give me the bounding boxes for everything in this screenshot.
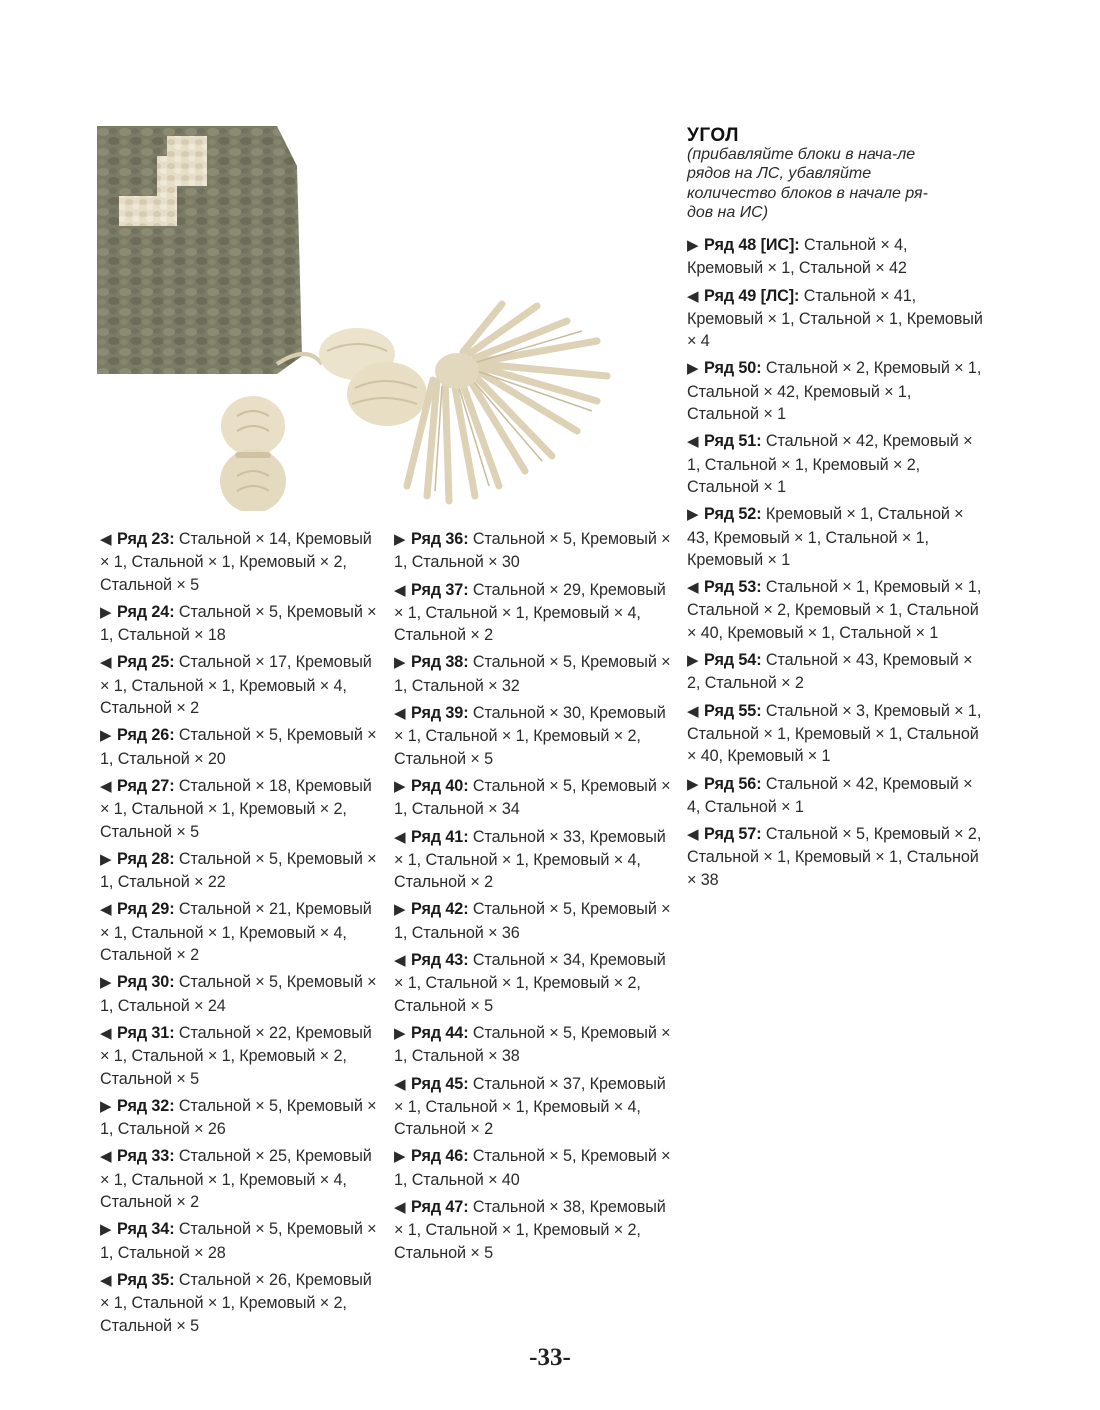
left-arrow-icon: ◀ xyxy=(100,1148,112,1166)
row-instruction xyxy=(687,649,987,695)
left-arrow-icon: ◀ xyxy=(394,952,406,970)
row-label: Ряд 23: xyxy=(117,530,175,548)
row-instruction xyxy=(394,702,679,770)
left-arrow-icon: ◀ xyxy=(687,826,699,844)
row-text: Стальной × 43, Кремовый × 2, Стальной × 2 xyxy=(687,651,973,693)
row-instruction xyxy=(100,848,385,894)
row-instruction xyxy=(687,700,987,768)
row-instruction xyxy=(687,823,987,891)
row-text: Стальной × 3, Кремовый × 1, Стальной × 1, Кремовый × 1, Стальной × 40, Кремовый × 1 xyxy=(687,701,982,766)
left-arrow-icon: ◀ xyxy=(687,433,699,451)
row-instruction xyxy=(394,949,679,1017)
row-text: Стальной × 5, Кремовый × 1, Стальной × 20 xyxy=(100,726,377,768)
row-text: Стальной × 14, Кремовый × 1, Стальной × 1, Кремовый × 2, Стальной × 5 xyxy=(100,530,372,594)
row-instruction xyxy=(687,503,987,571)
row-label: Ряд 39: xyxy=(411,704,469,723)
right-arrow-icon: ▶ xyxy=(394,654,406,672)
row-instruction xyxy=(394,579,679,647)
row-instruction xyxy=(100,724,385,770)
row-text: Стальной × 5, Кремовый × 1, Стальной × 24 xyxy=(100,973,377,1015)
right-arrow-icon: ▶ xyxy=(394,1148,406,1166)
right-arrow-icon: ▶ xyxy=(394,531,406,548)
row-label: Ряд 37: xyxy=(411,580,469,599)
row-text: Стальной × 2, Кремовый × 1, Стальной × 42, Кремовый × 1, Стальной × 1 xyxy=(687,359,982,424)
row-instruction xyxy=(100,601,385,647)
instructions-column-1 xyxy=(100,528,385,1342)
row-text: Стальной × 33, Кремовый × 1, Стальной × 1, Кремовый × 4, Стальной × 2 xyxy=(394,827,666,892)
row-label: Ряд 27: xyxy=(117,776,175,795)
row-label: Ряд 56: xyxy=(704,774,762,793)
row-instruction xyxy=(100,528,385,596)
row-text: Стальной × 5, Кремовый × 1, Стальной × 34 xyxy=(394,776,671,819)
row-text: Стальной × 34, Кремовый × 1, Стальной × 1, Кремовый × 2, Стальной × 5 xyxy=(394,951,666,1015)
row-text: Стальной × 5, Кремовый × 1, Стальной × 40 xyxy=(394,1147,671,1189)
left-arrow-icon: ◀ xyxy=(100,531,112,548)
row-text: Стальной × 21, Кремовый × 1, Стальной × 1, Кремовый × 4, Стальной × 2 xyxy=(100,900,372,965)
crochet-illustration xyxy=(97,126,659,511)
section-note: (прибавляйте блоки в нача-ле рядов на ЛС, убавляйте количество блоков в начале ря-дов на ИС) xyxy=(687,146,928,221)
row-text: Стальной × 42, Кремовый × 1, Стальной × 1, Кремовый × 2, Стальной × 1 xyxy=(687,432,973,496)
left-arrow-icon: ◀ xyxy=(687,579,699,597)
row-text: Стальной × 38, Кремовый × 1, Стальной × 1, Кремовый × 2, Стальной × 5 xyxy=(394,1198,666,1262)
right-arrow-icon: ▶ xyxy=(687,652,699,670)
row-label: Ряд 57: xyxy=(704,825,762,844)
row-label: Ряд 29: xyxy=(117,900,175,919)
row-text: Стальной × 22, Кремовый × 1, Стальной × 1, Кремовый × 2, Стальной × 5 xyxy=(100,1023,372,1088)
row-instruction xyxy=(100,1269,385,1337)
row-instruction xyxy=(687,430,987,498)
row-instruction xyxy=(394,1073,679,1141)
right-arrow-icon: ▶ xyxy=(394,901,406,919)
row-instruction xyxy=(687,773,987,819)
row-instruction xyxy=(100,898,385,966)
row-text: Стальной × 5, Кремовый × 1, Стальной × 30 xyxy=(394,530,671,572)
row-text: Стальной × 30, Кремовый × 1, Стальной × 1, Кремовый × 2, Стальной × 5 xyxy=(394,704,666,768)
row-text: Стальной × 42, Кремовый × 4, Стальной × 1 xyxy=(687,774,973,816)
right-arrow-icon: ▶ xyxy=(687,360,699,378)
row-text: Стальной × 29, Кремовый × 1, Стальной × 1, Кремовый × 4, Стальной × 2 xyxy=(394,580,666,645)
right-arrow-icon: ▶ xyxy=(394,1024,406,1042)
row-text: Стальной × 5, Кремовый × 1, Стальной × 28 xyxy=(100,1220,377,1262)
left-arrow-icon: ◀ xyxy=(100,654,112,672)
row-instruction xyxy=(394,1145,679,1191)
left-arrow-icon: ◀ xyxy=(394,581,406,599)
row-instruction xyxy=(687,285,987,353)
row-text: Стальной × 5, Кремовый × 2, Стальной × 1, Кремовый × 1, Стальной × 38 xyxy=(687,825,982,889)
row-text: Стальной × 17, Кремовый × 1, Стальной × 1, Кремовый × 4, Стальной × 2 xyxy=(100,653,372,718)
row-label: Ряд 38: xyxy=(411,653,469,672)
row-instruction xyxy=(687,234,987,280)
left-arrow-icon: ◀ xyxy=(100,1271,112,1289)
row-text: Стальной × 4, Кремовый × 1, Стальной × 42 xyxy=(687,236,908,278)
row-instruction xyxy=(394,528,679,574)
row-text: Стальной × 5, Кремовый × 1, Стальной × 18 xyxy=(100,602,377,645)
row-label: Ряд 30: xyxy=(117,973,175,992)
row-label: Ряд 47: xyxy=(411,1198,469,1217)
row-label: Ряд 40: xyxy=(411,776,469,795)
left-arrow-icon: ◀ xyxy=(687,702,699,720)
row-label: Ряд 51: xyxy=(704,432,762,451)
right-arrow-icon: ▶ xyxy=(687,237,699,254)
row-instruction xyxy=(394,898,679,944)
row-instruction xyxy=(100,1022,385,1090)
right-arrow-icon: ▶ xyxy=(100,974,112,992)
right-arrow-icon: ▶ xyxy=(100,850,112,868)
row-label: Ряд 33: xyxy=(117,1147,175,1166)
row-label: Ряд 45: xyxy=(411,1074,469,1093)
left-arrow-icon: ◀ xyxy=(100,1024,112,1042)
row-label: Ряд 48 [ИС]: xyxy=(704,236,800,254)
left-arrow-icon: ◀ xyxy=(394,705,406,723)
row-label: Ряд 35: xyxy=(117,1270,175,1289)
right-arrow-icon: ▶ xyxy=(100,1221,112,1239)
row-text: Стальной × 37, Кремовый × 1, Стальной × 1, Кремовый × 4, Стальной × 2 xyxy=(394,1074,666,1139)
left-arrow-icon: ◀ xyxy=(394,1199,406,1217)
row-instruction xyxy=(394,1196,679,1264)
left-arrow-icon: ◀ xyxy=(394,1075,406,1093)
row-text: Стальной × 18, Кремовый × 1, Стальной × 1, Кремовый × 2, Стальной × 5 xyxy=(100,776,372,841)
row-instruction xyxy=(687,357,987,425)
row-text: Кремовый × 1, Стальной × 43, Кремовый × 1, Стальной × 1, Кремовый × 1 xyxy=(687,505,964,569)
row-label: Ряд 52: xyxy=(704,505,762,524)
row-label: Ряд 55: xyxy=(704,701,762,720)
row-label: Ряд 49 [ЛС]: xyxy=(704,286,800,305)
row-text: Стальной × 5, Кремовый × 1, Стальной × 32 xyxy=(394,653,671,695)
row-instruction xyxy=(394,775,679,821)
row-instruction xyxy=(394,826,679,894)
row-label: Ряд 42: xyxy=(411,900,469,919)
right-arrow-icon: ▶ xyxy=(687,775,699,793)
row-instruction xyxy=(100,651,385,719)
row-instruction xyxy=(100,775,385,843)
row-text: Стальной × 5, Кремовый × 1, Стальной × 38 xyxy=(394,1023,671,1066)
row-instruction xyxy=(687,576,987,644)
left-arrow-icon: ◀ xyxy=(100,901,112,919)
row-label: Ряд 32: xyxy=(117,1096,175,1115)
row-label: Ряд 46: xyxy=(411,1147,469,1166)
crochet-photo xyxy=(97,126,659,511)
row-instruction xyxy=(100,1095,385,1141)
row-label: Ряд 34: xyxy=(117,1220,175,1239)
left-arrow-icon: ◀ xyxy=(394,828,406,846)
row-label: Ряд 28: xyxy=(117,849,175,868)
row-label: Ряд 36: xyxy=(411,530,469,548)
left-arrow-icon: ◀ xyxy=(100,777,112,795)
row-instruction xyxy=(100,1218,385,1264)
right-arrow-icon: ▶ xyxy=(100,727,112,745)
row-label: Ряд 25: xyxy=(117,653,175,672)
row-instruction xyxy=(394,1022,679,1068)
instructions-column-3 xyxy=(687,234,987,896)
row-label: Ряд 53: xyxy=(704,578,762,597)
row-label: Ряд 31: xyxy=(117,1023,175,1042)
row-label: Ряд 24: xyxy=(117,602,175,621)
row-label: Ряд 43: xyxy=(411,951,469,970)
row-instruction xyxy=(100,971,385,1017)
row-label: Ряд 54: xyxy=(704,651,762,670)
row-text: Стальной × 25, Кремовый × 1, Стальной × 1, Кремовый × 4, Стальной × 2 xyxy=(100,1147,372,1212)
row-label: Ряд 50: xyxy=(704,359,762,378)
row-instruction xyxy=(394,651,679,697)
row-label: Ряд 26: xyxy=(117,726,175,745)
row-text: Стальной × 26, Кремовый × 1, Стальной × 1, Кремовый × 2, Стальной × 5 xyxy=(100,1270,372,1335)
section-heading: УГОЛ xyxy=(687,125,739,146)
right-arrow-icon: ▶ xyxy=(100,603,112,621)
row-text: Стальной × 5, Кремовый × 1, Стальной × 36 xyxy=(394,900,671,942)
left-arrow-icon: ◀ xyxy=(687,287,699,305)
row-text: Стальной × 41, Кремовый × 1, Стальной × 1, Кремовый × 4 xyxy=(687,286,983,351)
row-text: Стальной × 5, Кремовый × 1, Стальной × 26 xyxy=(100,1096,377,1139)
right-arrow-icon: ▶ xyxy=(100,1097,112,1115)
row-label: Ряд 44: xyxy=(411,1023,469,1042)
row-instruction xyxy=(100,1145,385,1213)
right-arrow-icon: ▶ xyxy=(394,777,406,795)
page-number: -33- xyxy=(529,1344,571,1371)
instructions-column-2 xyxy=(394,528,679,1269)
right-arrow-icon: ▶ xyxy=(687,506,699,524)
row-label: Ряд 41: xyxy=(411,827,469,846)
row-text: Стальной × 1, Кремовый × 1, Стальной × 2, Кремовый × 1, Стальной × 40, Кремовый × 1, Стальной × 1 xyxy=(687,578,982,642)
row-text: Стальной × 5, Кремовый × 1, Стальной × 22 xyxy=(100,849,377,892)
